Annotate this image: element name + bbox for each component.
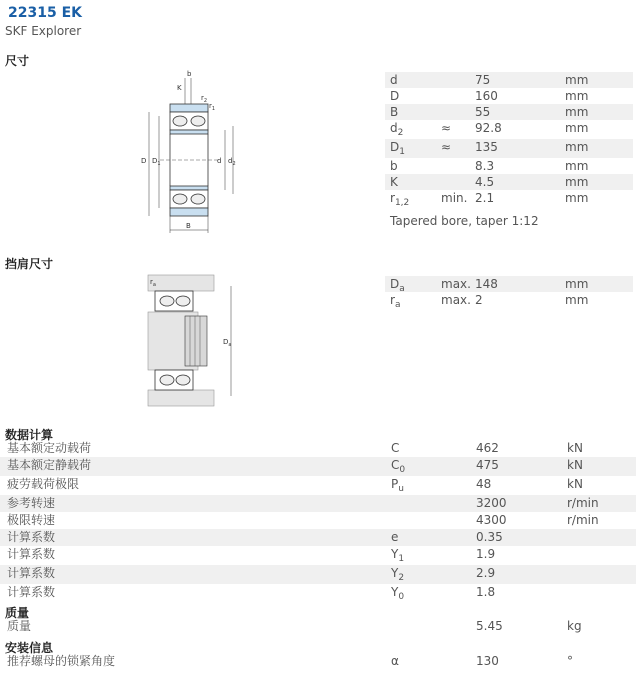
calc-unit: kg bbox=[567, 619, 582, 633]
calc-symbol: α bbox=[391, 654, 399, 668]
label-d: d bbox=[217, 157, 222, 165]
param-symbol-subscript: 1 bbox=[399, 147, 405, 157]
taper-note: Tapered bore, taper 1:12 bbox=[390, 214, 539, 228]
param-qualifier: max. bbox=[441, 293, 471, 307]
calculation-row bbox=[0, 584, 636, 603]
calc-label: 基本额定动载荷 bbox=[7, 441, 92, 455]
param-symbol-subscript: 1,2 bbox=[394, 198, 410, 208]
label-B: B bbox=[186, 222, 191, 230]
calc-value: 3200 bbox=[476, 496, 507, 510]
param-value: 135 bbox=[475, 140, 498, 154]
calc-unit: kN bbox=[567, 458, 583, 472]
dimension-row bbox=[385, 190, 633, 209]
calculation-row bbox=[0, 529, 636, 546]
param-unit: mm bbox=[565, 293, 589, 307]
calc-value: 130 bbox=[476, 654, 499, 668]
label-r1: $r_1$ bbox=[209, 102, 216, 112]
param-value: 75 bbox=[475, 73, 491, 87]
calculation-row bbox=[0, 495, 636, 512]
param-unit: mm bbox=[565, 73, 589, 87]
calc-unit: ° bbox=[567, 654, 573, 668]
calc-value: 1.9 bbox=[476, 547, 496, 561]
calc-label: 基本额定静载荷 bbox=[7, 458, 92, 472]
calc-label: 疲劳载荷极限 bbox=[7, 477, 80, 491]
label-r2: $r_2$ bbox=[201, 94, 208, 104]
calculation-row bbox=[0, 476, 636, 495]
mounting-table bbox=[0, 653, 636, 670]
dimension-row bbox=[385, 139, 633, 158]
label-b: b bbox=[187, 70, 192, 78]
abutment-row bbox=[385, 276, 633, 292]
label-Da: $D_a$ bbox=[223, 338, 232, 348]
param-unit: mm bbox=[565, 89, 589, 103]
param-symbol-subscript: a bbox=[394, 300, 401, 310]
calculation-row bbox=[0, 440, 636, 457]
abutment-row bbox=[385, 292, 633, 308]
param-qualifier: max. bbox=[441, 277, 471, 291]
param-value: 2.1 bbox=[475, 191, 495, 205]
section-calculation-heading: 数据计算 bbox=[5, 428, 54, 442]
calculation-row bbox=[0, 457, 636, 476]
calc-label: 计算系数 bbox=[7, 566, 56, 580]
param-symbol: $r_{1,2}$ bbox=[390, 191, 410, 208]
abutment-dimension-drawing bbox=[145, 272, 240, 412]
abutment-table bbox=[385, 276, 633, 308]
section-dimensions-heading: 尺寸 bbox=[5, 54, 30, 68]
calculation-row bbox=[0, 512, 636, 529]
mounting-row bbox=[0, 653, 636, 670]
calc-value: 462 bbox=[476, 441, 499, 455]
calc-value: 1.8 bbox=[476, 585, 496, 599]
param-symbol: $D_1$ bbox=[390, 140, 405, 157]
calc-label: 计算系数 bbox=[7, 547, 56, 561]
calc-label: 计算系数 bbox=[7, 585, 56, 599]
label-D: D bbox=[141, 157, 147, 165]
mass-row bbox=[0, 618, 636, 635]
label-r2-subscript: 2 bbox=[203, 98, 208, 104]
dimensions-table bbox=[385, 72, 633, 209]
param-unit: mm bbox=[565, 191, 589, 205]
param-symbol: D bbox=[390, 89, 400, 103]
calc-label: 极限转速 bbox=[7, 513, 56, 527]
param-unit: mm bbox=[565, 105, 589, 119]
param-value: 92.8 bbox=[475, 121, 502, 135]
calc-symbol-subscript: 2 bbox=[398, 573, 405, 583]
param-unit: mm bbox=[565, 277, 589, 291]
calculation-row bbox=[0, 546, 636, 565]
param-qualifier: min. bbox=[441, 191, 468, 205]
dimension-row bbox=[385, 158, 633, 174]
calc-symbol: $Y_0$ bbox=[391, 585, 405, 602]
label-D1-subscript: 1 bbox=[157, 161, 161, 167]
param-unit: mm bbox=[565, 175, 589, 189]
param-symbol-subscript: 2 bbox=[397, 128, 404, 138]
param-unit: mm bbox=[565, 159, 589, 173]
section-abutment-heading: 挡肩尺寸 bbox=[5, 257, 54, 271]
calc-label: 参考转速 bbox=[7, 496, 56, 510]
calc-value: 4300 bbox=[476, 513, 507, 527]
calc-label: 计算系数 bbox=[7, 530, 56, 544]
calc-symbol: $P_u$ bbox=[391, 477, 404, 494]
param-unit: mm bbox=[565, 140, 589, 154]
calc-value: 0.35 bbox=[476, 530, 503, 544]
calc-label: 质量 bbox=[7, 619, 32, 633]
label-D1: $D_1$ bbox=[152, 157, 161, 167]
dimension-row bbox=[385, 88, 633, 104]
label-K: K bbox=[177, 84, 182, 92]
dimension-row bbox=[385, 72, 633, 88]
param-symbol-subscript: a bbox=[399, 284, 405, 294]
label-ra-subscript: a bbox=[152, 282, 156, 288]
param-symbol: b bbox=[390, 159, 398, 173]
calc-label: 推荐螺母的锁紧角度 bbox=[7, 654, 116, 668]
dimension-row bbox=[385, 104, 633, 120]
param-qualifier: ≈ bbox=[441, 121, 452, 135]
calc-symbol-subscript: 0 bbox=[398, 592, 405, 602]
calc-unit: r/min bbox=[567, 496, 599, 510]
calc-value: 475 bbox=[476, 458, 499, 472]
param-qualifier: ≈ bbox=[441, 140, 452, 154]
param-value: 2 bbox=[475, 293, 483, 307]
param-symbol: $D_a$ bbox=[390, 277, 405, 294]
calc-value: 2.9 bbox=[476, 566, 496, 580]
calc-symbol: $Y_1$ bbox=[391, 547, 405, 564]
calc-unit: r/min bbox=[567, 513, 599, 527]
calc-symbol: $C_0$ bbox=[391, 458, 406, 475]
section-mass-heading: 质量 bbox=[5, 606, 30, 620]
bearing-dimension-drawing bbox=[135, 68, 245, 238]
label-d2-subscript: 2 bbox=[232, 161, 236, 167]
calc-unit: kN bbox=[567, 477, 583, 491]
param-value: 160 bbox=[475, 89, 498, 103]
calc-symbol-subscript: 1 bbox=[398, 554, 405, 564]
calc-symbol: C bbox=[391, 441, 400, 455]
product-subtitle: SKF Explorer bbox=[5, 24, 82, 38]
calc-value: 5.45 bbox=[476, 619, 503, 633]
label-r1-subscript: 1 bbox=[211, 106, 216, 112]
calculation-table bbox=[0, 440, 636, 603]
param-value: 148 bbox=[475, 277, 498, 291]
label-ra: $r_a$ bbox=[150, 278, 156, 288]
param-symbol: $r_a$ bbox=[390, 293, 401, 310]
calc-symbol-subscript: 0 bbox=[399, 465, 406, 475]
param-value: 55 bbox=[475, 105, 491, 119]
param-value: 8.3 bbox=[475, 159, 495, 173]
param-symbol: K bbox=[390, 175, 398, 189]
param-symbol: $d_2$ bbox=[390, 121, 404, 138]
dimension-row bbox=[385, 174, 633, 190]
param-value: 4.5 bbox=[475, 175, 495, 189]
calc-symbol: $Y_2$ bbox=[391, 566, 405, 583]
param-unit: mm bbox=[565, 121, 589, 135]
label-d2: $d_2$ bbox=[228, 157, 236, 167]
mass-table bbox=[0, 618, 636, 635]
calc-symbol-subscript: u bbox=[398, 484, 404, 494]
dimension-row bbox=[385, 120, 633, 139]
section-mounting-heading: 安装信息 bbox=[5, 641, 54, 655]
calc-unit: kN bbox=[567, 441, 583, 455]
product-title: 22315 EK bbox=[8, 5, 82, 21]
label-Da-subscript: a bbox=[228, 342, 232, 348]
calculation-row bbox=[0, 565, 636, 584]
param-symbol: d bbox=[390, 73, 398, 87]
calc-symbol: e bbox=[391, 530, 399, 544]
calc-value: 48 bbox=[476, 477, 492, 491]
param-symbol: B bbox=[390, 105, 399, 119]
